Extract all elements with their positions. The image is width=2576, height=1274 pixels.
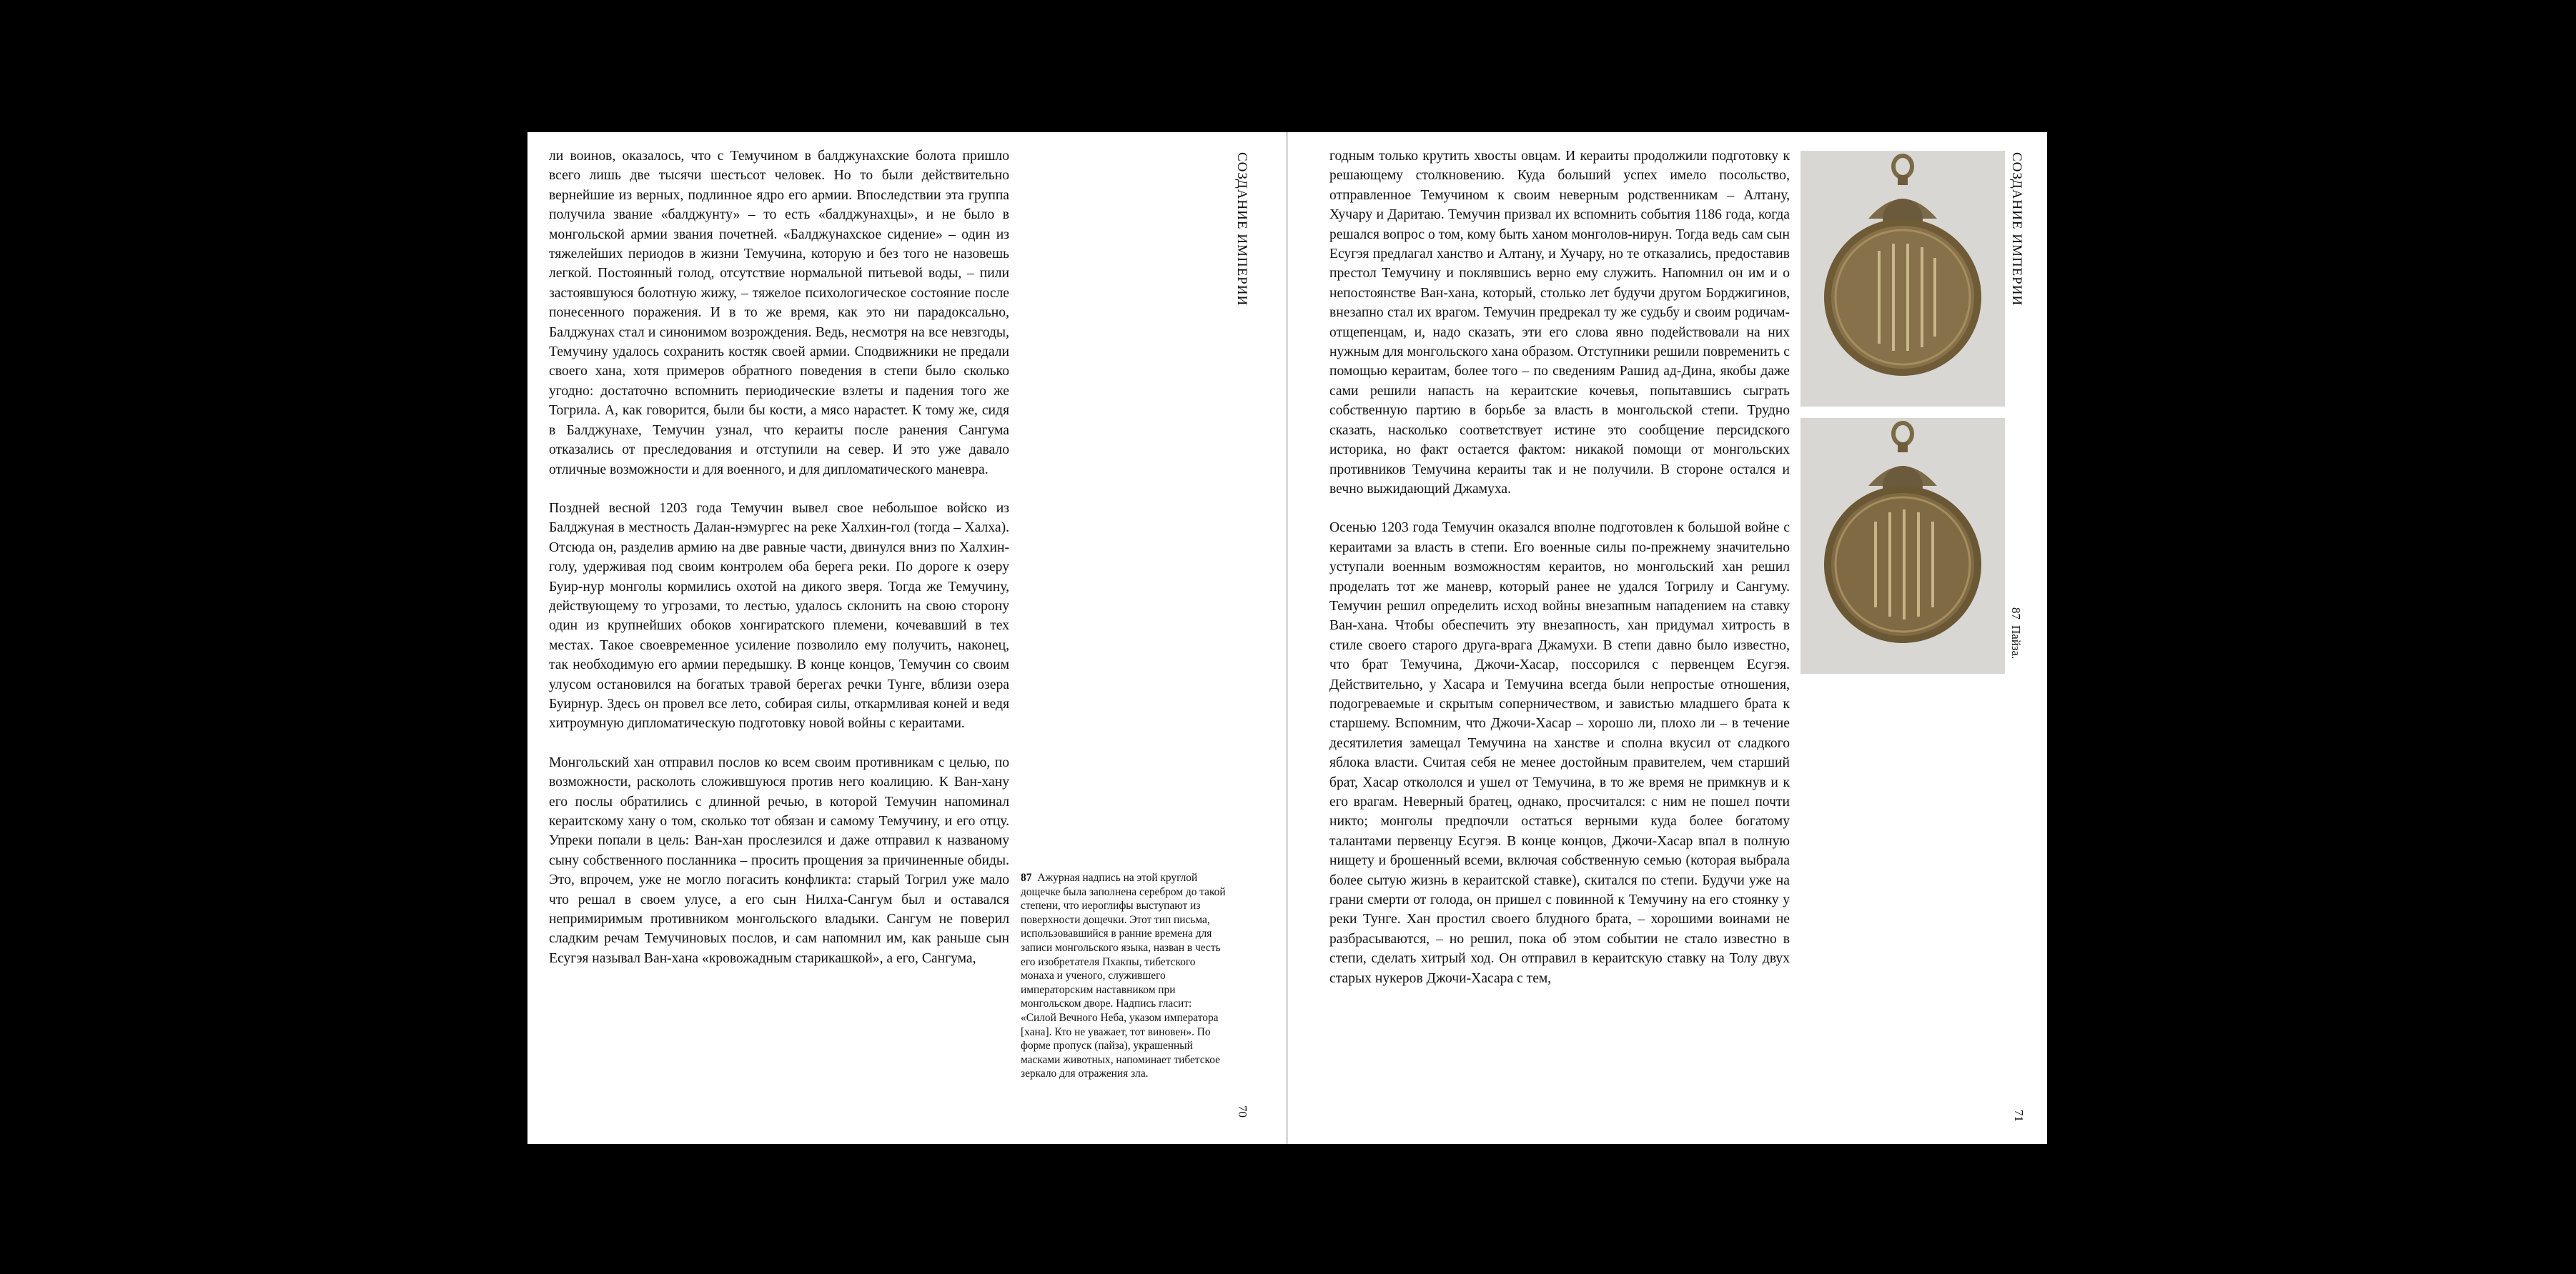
- page-number: 70: [1236, 1105, 1249, 1118]
- caption-text: Ажурная надпись на этой круглой дощечке была заполнена серебром до такой степени, что иероглифы выступают из поверхности дощечки. Этот тип письма, использовавшийся в ранние времена для записи монгольского языка, назван в честь его изобретателя Пхакпы, тибетского монаха и ученого, служившего императорским наставником при монгольском дворе. Надпись гласит: «Силой Вечного Неба, указом императора [хана]. Кто не уважает, тот виновен». По форме пропуск (пайза), украшенный масками животных, напоминает тибетское зеркало для отражения зла.: [1021, 872, 1226, 1080]
- left-page: [527, 132, 1287, 1144]
- paragraph: годным только крутить хвосты овцам. И кераиты продолжили подготовку к решающему столкновению. Куда больший успех имело посольство, отправленное Темучином к своим неверным родственникам – Алтану, Хучару и Даритаю. Темучин призвал их вспомнить события 1186 года, когда решался вопрос о том, кому быть ханом монголов-нирун. Тогда ведь сам сын Есугэя предлагал ханство и Алтану, и Хучару, но те отказались, предоставив престол Темучину и поклявшись верно ему служить. Напомнил он им и о непостоянстве Ван-хана, который, столько лет будучи другом Борджигинов, внезапно стал их врагом. Темучин предрекал ту же судьбу и своим родичам-отщепенцам, и, надо сказать, эти его слова явно подействовали на них нужным для монгольского хана образом. Отступники решили повременить с помощью кераитам, более того – по сведениям Рашид ад-Дина, якобы даже сами решили напасть на кераитские кочевья, попытавшись сыграть собственную партию в борьбе за власть в монгольской степи. Трудно сказать, насколько соответствует истине это сообщение персидского историка, но факт остается фактом: никакой помощи от монгольских противников Темучина кераиты так и не получили. В стороне остался и вечно выжидающий Джамуха.: [1329, 149, 1790, 497]
- figure-side-caption: [2008, 607, 2023, 659]
- right-text-column: [1329, 146, 1790, 988]
- right-page: [1288, 132, 2047, 1144]
- running-head: СОЗДАНИЕ ИМПЕРИИ: [2009, 152, 2024, 307]
- caption-text: Пайза.: [2009, 625, 2023, 660]
- figure-caption: [1021, 871, 1228, 1081]
- caption-number: 87: [2009, 607, 2023, 619]
- paragraph: Поздней весной 1203 года Темучин вывел свое небольшое войско из Балджуная в местность Далан-нэмургес на реке Халхин-гол (тогда – Халха). Отсюда он, разделив армию на две равные части, двинулся вниз по Халхин-голу, удерживая под своим контролем оба берега реки. По дороге к озеру Буир-нур монголы кормились охотой на дикого зверя. Тогда же Темучину, действующему то угрозами, то лестью, удалось склонить на свою сторону один из крупнейших обоков хонгиратского племени, кочевавший в тех местах. Такое своевременное усиление позволило ему получить, наконец, так необходимую его армии передышку. В конце концов, Темучин со своим улусом остановился на богатых травой берегах речки Тунге, вблизи озера Буирнур. Здесь он провел все лето, собирая силы, откармливая коней и ведя хитроумную дипломатическую подготовку новой войны с кераитами.: [549, 500, 1009, 732]
- paragraph: Монгольский хан отправил послов ко всем своим противникам с целью, по возможности, расколоть сложившуюся против него коалицию. К Ван-хану его послы обратились с длинной речью, в которой Темучин напоминал кераитскому хану о том, сколько тот обязан и самому Темучину, и его отцу. Упреки попали в цель: Ван-хан прослезился и даже отправил к названому сыну собственного посланника – просить прощения за причиненные обиды. Это, впрочем, уже не могло погасить конфликта: старый Тогрил уже мало что решал в своем улусе, а его сын Нилха-Сангум был и оставался непримиримым противником монгольского владыки. Сангум не поверил сладким речам Темучиновых послов, и сам напомнил им, как раньше сын Есугэя называл Ван-хана «кровожадным старикашкой», а его, Сангума,: [549, 755, 1009, 966]
- left-text-column: [549, 146, 1009, 968]
- paiza-medallion-back-icon: [1800, 418, 2005, 674]
- paragraph: Осенью 1203 года Темучин оказался вполне подготовлен к большой войне с кераитами за власть в степи. Его военные силы по-прежнему значительно уступали военным возможностям кераитов, но монгольский хан решил проделать тот же маневр, который ранее не удался Тогрилу и Сангуму. Темучин решил определить исход войны внезапным нападением на ставку Ван-хана. Чтобы обеспечить эту внезапность, хан придумал хитрость в стиле своего старого друга-врага Джамухи. В степи давно было известно, что брат Темучина, Джочи-Хасар, поссорился с первенцем Есугэя. Действительно, у Хасара и Темучина всегда были непростые отношения, подогреваемые и скрытым соперничеством, и завистью младшего брата к старшему. Вспомним, что Джочи-Хасар – хорошо ли, плохо ли – в течение десятилетия замещал Темучина на ханстве и сполна вкусил от сладкого яблока власти. Считая себя не менее достойным правителем, чем старший брат, Хасар откололся и ушел от Темучина, в то же время не примкнув и к его врагам. Неверный братец, однако, просчитался: с ним не пошел почти никто; монголы предпочли остаться верными куда более богатому талантами первенцу Есугэя. В конце концов, Джочи-Хасар впал в полную нищету и брошенный всеми, включая собственную семью (которая выбрала более сытую жизнь в кераитской ставке), скитался по степи. Будучи уже на грани смерти от голода, он пришел с повинной к Темучину на его стоянку у реки Тунге. Хан простил своего блудного брата, – хорошими воинами не разбрасываются, – но решил, пока об этом событии не стало известно в степи, сделать хитрый ход. Он отправил в кераитскую ставку на Толу двух старых нукеров Джочи-Хасара с тем,: [1329, 520, 1790, 986]
- paragraph: ли воинов, оказалось, что с Темучином в балджунахские болота пришло всего лишь две тысячи шестьсот человек. Но то были действительно вернейшие из верных, подлинное ядро его армии. Впоследствии эта группа получила звание «балджунту» – то есть «балджунахцы», и не было в монгольской армии звания почетней. «Балджунахское сидение» – один из тяжелейших периодов в жизни Темучина, которую и без того не назовешь легкой. Постоянный голод, отсутствие нормальной питьевой воды, – пили застоявшуюся болотную жижу, – тяжелое психологическое состояние после понесенного поражения. И в то же время, как это ни парадоксально, Балджунах стал и синонимом возрождения. Ведь, несмотря на все невзгоды, Темучину удалось сохранить костяк своей армии. Сподвижники не предали своего хана, хотя примеров обратного поведения в степи было сколько угодно: достаточно вспомнить периодические взлеты и падения того же Тогрила. А, как говорится, были бы кости, а мясо нарастет. К тому же, сидя в Балджунахе, Темучин узнал, что кераиты после ранения Сангума отказались от преследования и отступили на север. И это уже давало отличные возможности и для военного, и для дипломатического маневра.: [549, 149, 1009, 477]
- paiza-medallion-front-icon: [1800, 151, 2005, 407]
- running-head: СОЗДАНИЕ ИМПЕРИИ: [1234, 152, 1249, 307]
- page-number: 71: [2012, 1110, 2026, 1122]
- caption-number: 87: [1021, 872, 1032, 884]
